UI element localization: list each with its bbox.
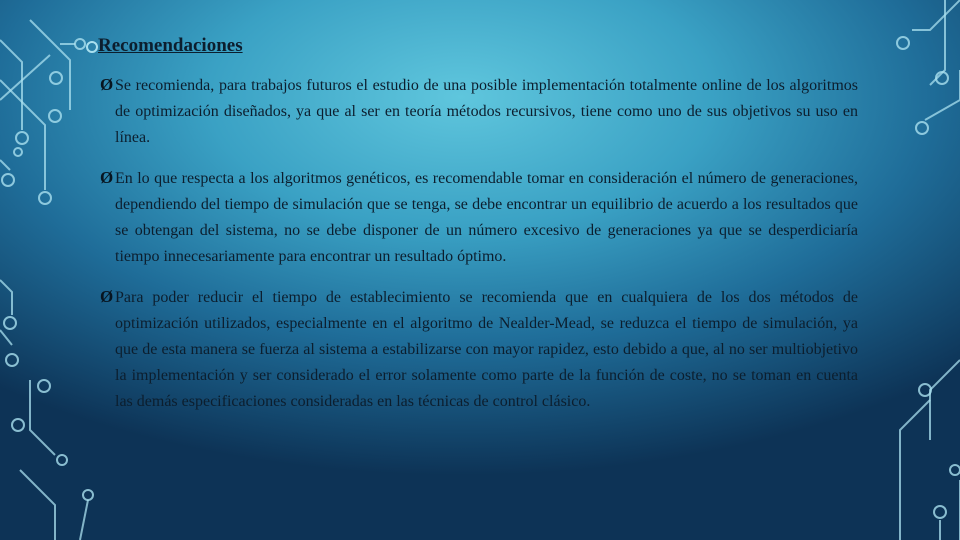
- paragraph-text: Para poder reducir el tiempo de establecimiento se recomienda que en cualquiera de los dos métodos de optimización utilizados, especialmente en el algoritmo de Nealder-Mead, se reduzca el tiempo de simulación, ya que de esta manera se fuerza al sistema a estabilizarse con mayor rapidez, esto debido a que, al no ser multiobjetivo la implementación y ser considerado el error solamente como parte de la función de coste, no se toman en cuenta las demás especificaciones consideradas en las técnicas de control clásico.: [115, 289, 858, 410]
- paragraph-text: En lo que respecta a los algoritmos genéticos, es recomendable tomar en consideración el número de generaciones, dependiendo del tiempo de simulación que se tenga, se debe encontrar un equilibrio de acuerdo a los resultados que se obtengan del sistema, no se debe disponer de un número excesivo de generaciones ya que se desperdiciaría tiempo innecesariamente para encontrar un resultado óptimo.: [115, 170, 858, 265]
- title-bullet-icon: [86, 41, 98, 53]
- arrow-bullet-icon: Ø: [100, 168, 114, 187]
- list-item: [100, 284, 858, 415]
- slide-title: Recomendaciones: [98, 35, 243, 56]
- list-item: [100, 165, 858, 270]
- recommendations-list: [100, 72, 858, 429]
- arrow-bullet-icon: Ø: [100, 75, 114, 94]
- arrow-bullet-icon: Ø: [100, 287, 114, 306]
- paragraph-text: Se recomienda, para trabajos futuros el estudio de una posible implementación totalmente online de los algoritmos de optimización diseñados, ya que al ser en teoría métodos recursivos, tiene como uno de sus objetivos su uso en línea.: [115, 77, 858, 146]
- list-item: [100, 72, 858, 151]
